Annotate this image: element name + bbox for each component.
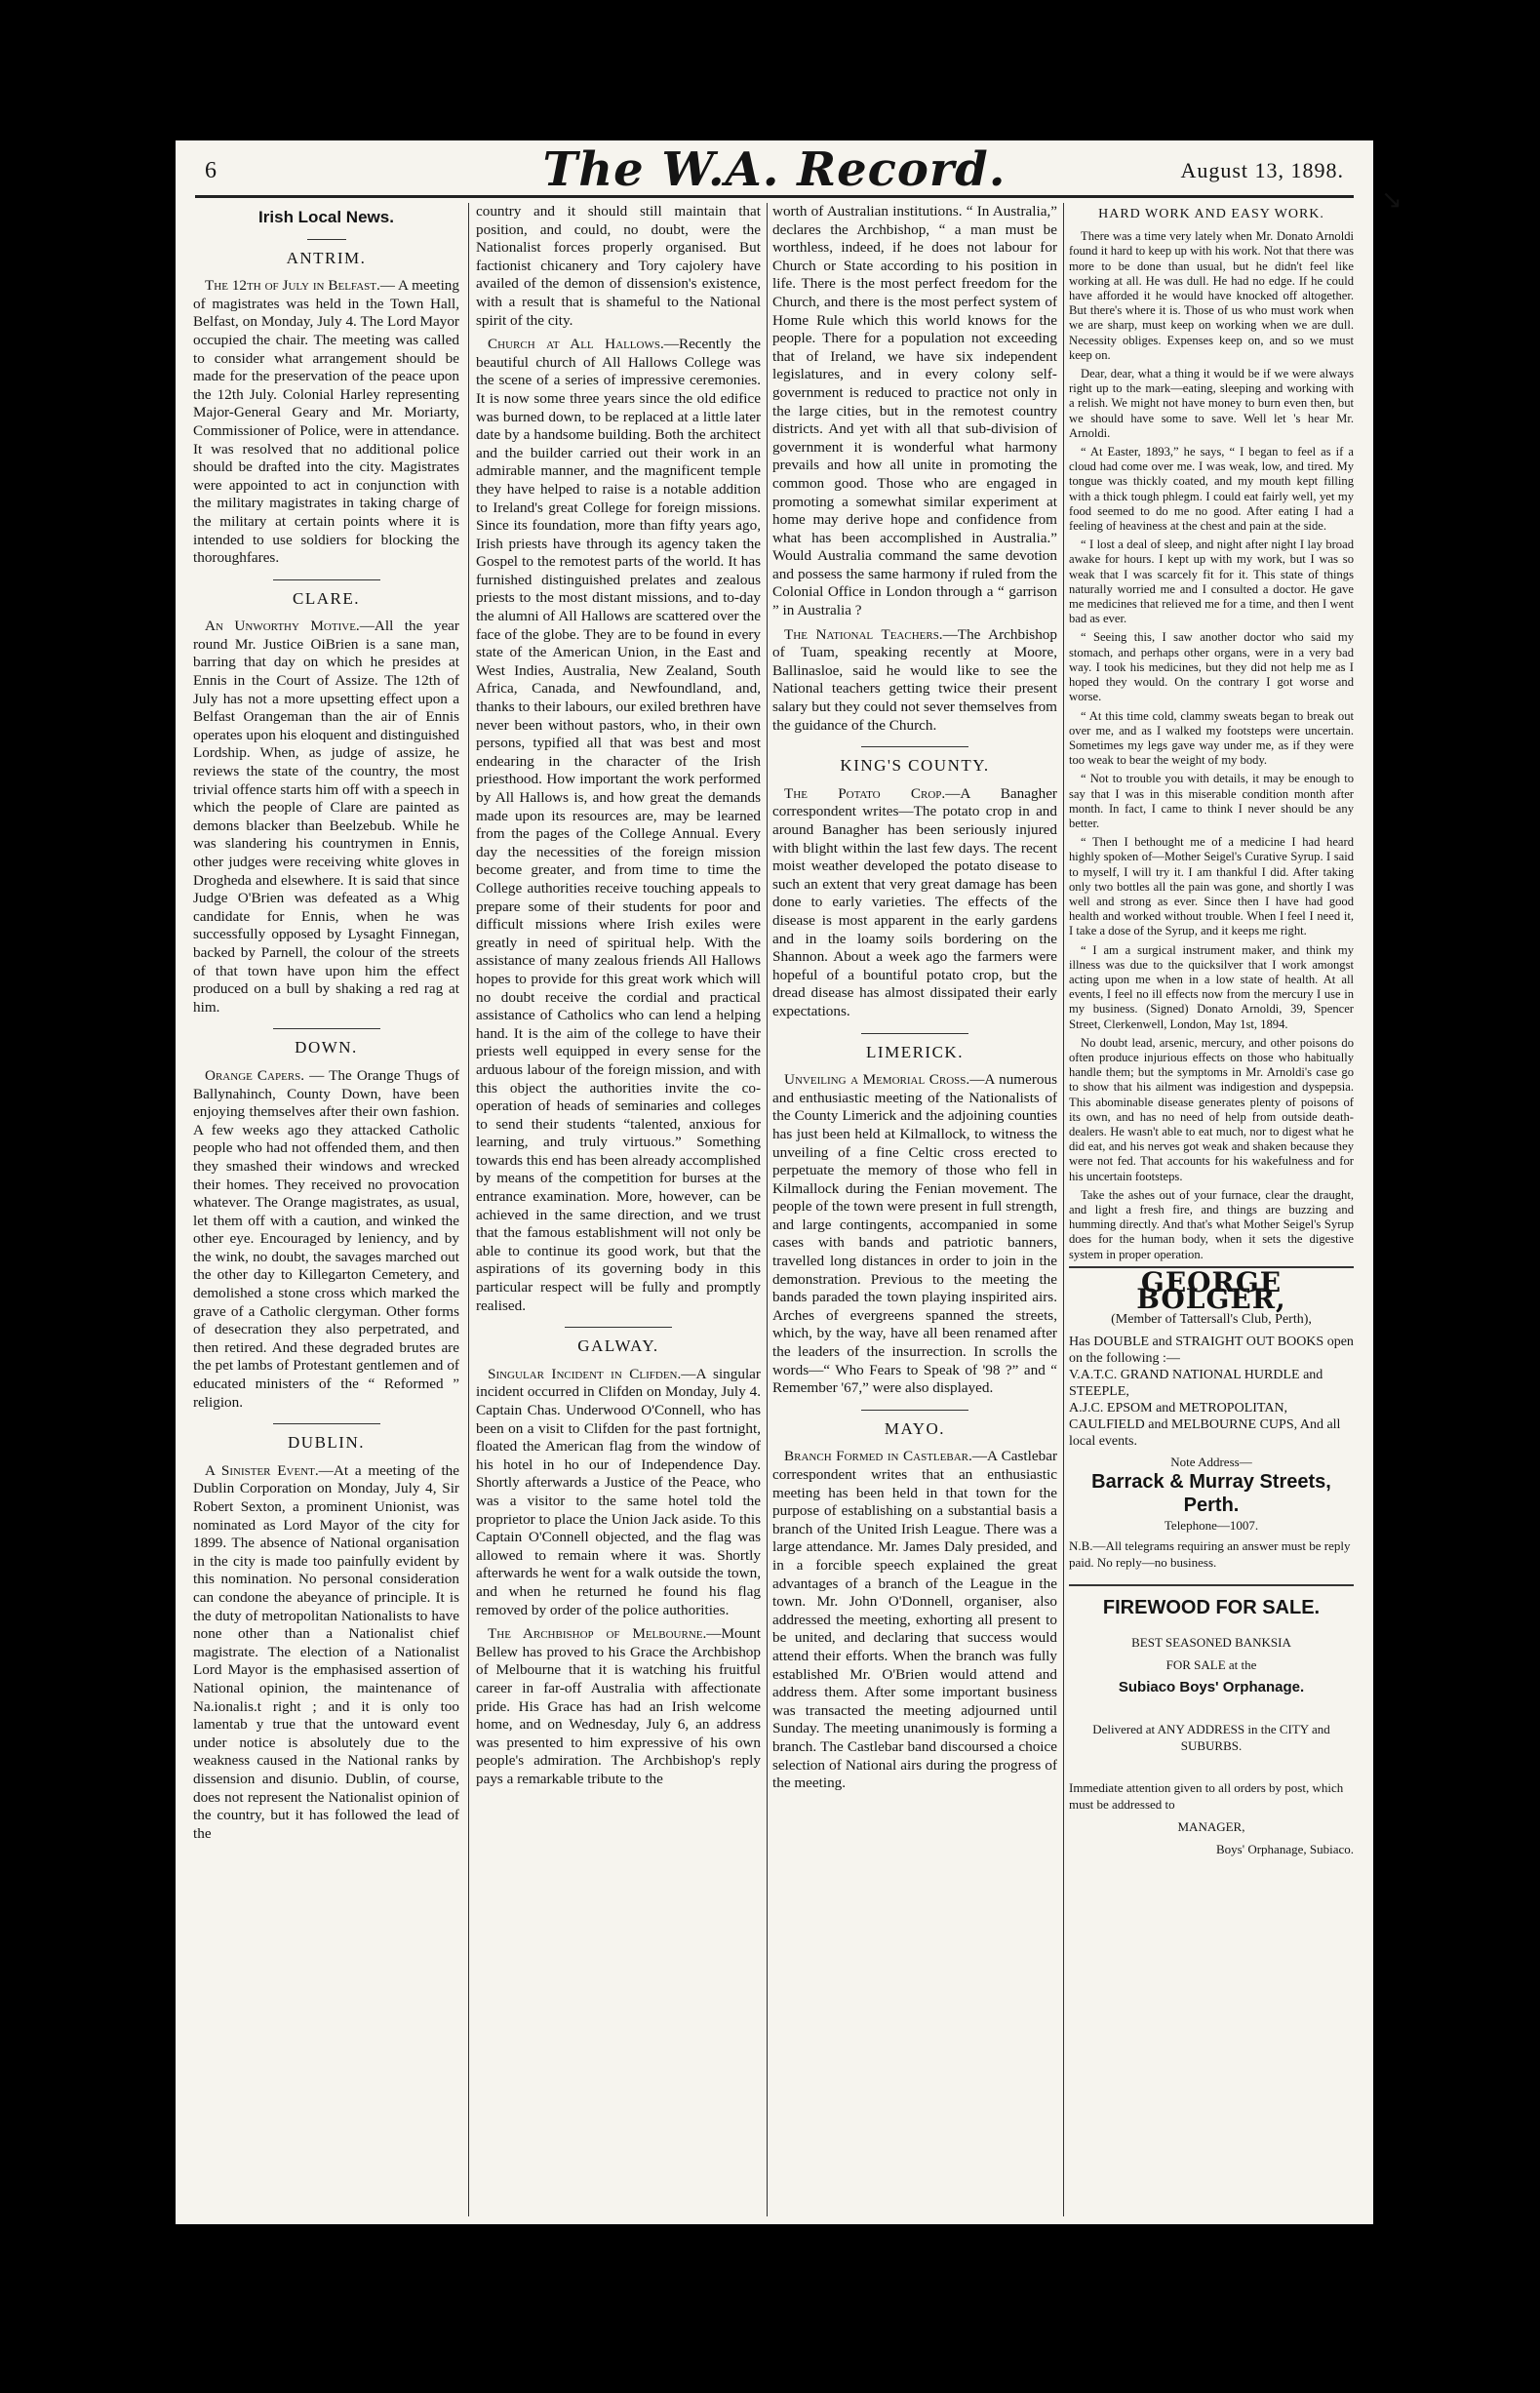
section-rule (565, 1327, 672, 1328)
article-mayo: Branch Formed in Castlebar.—A Castlebar correspondent writes that an enthusiastic meeting has been held in that town for the purpose of establishing on a substantial basis a branch of the United Irish League. There was a large attendance. Mr. James Daly presided, and in a forcible speech explained the great advantages of a branch of the League in the town. Mr. John O'Donnell, organiser, also addressed the meeting, exhorting all present to be united, and declaring that success would attend their efforts. When the branch was fully established Mr. O'Brien would attend and address them. After some important business was transacted the meeting adjourned until Sunday. The meeting unanimously is forming a branch. The Castlebar band discoursed a choice selection of National airs during the progress of the meeting. (772, 1448, 1057, 1792)
advert-paragraph: “ At Easter, 1893,” he says, “ I began to feel as if a cloud had come over me. I was weak, low, and tired. My tongue was thickly coated, and my mouth kept filling with a thick tough phlegm. I could eat fairly well, yet my food seemed to do me no good. After eating I had a feeling of heaviness at the chest and pain at the side. (1069, 445, 1354, 534)
advert-paragraph: “ I lost a deal of sleep, and night after night I lay broad awake for hours. I kept up with my work, but I was so weak that I was scarcely fit for it. This state of things naturally worried me and I consulted a doctor. He gave me medicines that relieved me for a time, and then I went bad as ever. (1069, 538, 1354, 626)
article-galway: Singular Incident in Clifden.—A singular incident occurred in Clifden on Monday, July 4. Captain Chas. Underwood O'Connell, who has been on a visit to Clifden for the past fortnight, floated the American flag from the window of his hotel in ho our of Independence Day. Shortly afterwards a Justice of the Peace, who was a visitor to the same hotel told the proprietor to place the Union Jack aside. To this Captain O'Connell objected, and the flag was allowed to remain where it was. Shortly afterwards he went for a walk outside the town, and when he returned he found his flag removed by order of the police authorities. (476, 1365, 761, 1618)
bolger-line2: V.A.T.C. GRAND NATIONAL HURDLE and STEEPLE, (1069, 1367, 1323, 1399)
firewood-manager-address: Boys' Orphanage, Subiaco. (1216, 1841, 1354, 1856)
article-dublin-continued: country and it should still maintain that position, and could, no doubt, were the Nationalist forces properly organised. But factionist chicanery and Tory cajolery have availed of the demon of dissension's existence, with a result that is shameful to the National spirit of the city. (476, 203, 761, 329)
advert-paragraph: “ I am a surgical instrument maker, and think my illness was due to the quicksilver that I work amongst acting upon me when in a low state of health. At all events, I feel no ill effects now from the mercury I use in my business. (Signed) Donato Arnoldi, 39, Spencer Street, Clerkenwell, London, May 1st, 1894. (1069, 942, 1354, 1031)
masthead-rule (195, 195, 1354, 198)
heading-dublin: DUBLIN. (288, 1433, 365, 1453)
article-dublin: A Sinister Event.—At a meeting of the Dublin Corporation on Monday, July 4, Sir Robert Sexton, a prominent Unionist, was nominated as Lord Mayor of the city for 1899. The absence of National organisation in the city is made too painfully evident by this nomination. No personal consideration can condone the abeyance of principle. It is the duty of metropolitan Nationalists to have none other than a Nationalist chief magistrate. The election of a Nationalist Lord Mayor is the emphasised assertion of National opinion, the maintenance of Na.ionalis.t right ; and it is only too lamentab y true that the untoward event under notice is absolutely due to the weakness caused in the National ranks by dissension and disunio. Dublin, of course, does not represent the Nationalist opinion of the country, but it has followed the lead of the (193, 1461, 459, 1842)
section-rule (273, 579, 380, 580)
article-all-hallows: Church at All Hallows.—Recently the beautiful church of All Hallows College was the scene of a series of impressive ceremonies. It is now some three years since the old edifice was burned down, to be replaced at a little later date by a handsome building. Both the architect and the builder carried out their work in an admirable manner, and the magnificent temple they have helped to raise is a notable addition to Ireland's great College for foreign missions. Since its foundation, more than fifty years ago, Irish priests have through its agency taken the Gospel to the remotest parts of the world. It has furnished distinguished prelates and zealous priests to the most distant missions, and to-day the alumni of All Hallows are scattered over the face of the globe. They are to be found in every state of the American Union, in the East and West Indies, Australia, New Zealand, South Africa, Canada, and Newfoundland, and, thanks to their labours, our exiled brethren have never been without pastors, who, in their own persons, typified all that was best and most endearing in the character of the Irish priesthood. How important the work performed by All Hallows is, and how great the demands made upon its resources are, may be learned from the pages of the College Annual. Every day the necessities of the foreign mission become greater, and from time to time the College authorities receive touching appeals to prepare some of their students for poor and difficult missions where Irish exiles were greatly in need of spiritual help. With the assistance of many zealous friends All Hallows hopes to provide for this great work which will no doubt receive the cordial and practical assistance of Catholics who can lend a helping hand. It is the aim of the college to have their priests well equipped in every sense for the arduous labour of the foreign mission, and with this object the authorities invite the co-operation of heads of seminaries and colleges to send their students “talented, anxious for learning, and truly virtuous.” Something towards this end has been already accomplished by means of the competition for burses at the entrance examination. More, however, can be achieved in the same direction, and we trust that the famous establishment will not only be able to continue its good work, but that the aspirations of its governing body in this particular respect will be fully and promptly realised. (476, 336, 761, 1314)
heading-kings-county: KING'S COUNTY. (840, 756, 990, 776)
section-rule (273, 1028, 380, 1029)
heading-clare: CLARE. (293, 588, 360, 608)
firewood-delivered: Delivered at ANY ADDRESS in the CITY and SUBURBS. (1092, 1721, 1330, 1753)
firewood-title: FIREWOOD FOR SALE. (1102, 1596, 1321, 1618)
firewood-line2: FOR SALE at the (1165, 1656, 1257, 1672)
firewood-advert (1069, 1596, 1354, 1857)
article-limerick: Unveiling a Memorial Cross.—A numerous and enthusiastic meeting of the Nationalists of the County Limerick and the adjoining counties has just been held at Kilmallock, to witness the unveiling of a fine Celtic cross erected to perpetuate the memory of those who fell in Kilmallock during the Fenian movement. The people of the town were present in full strength, and large contingents, accompanied in some cases with bands and patriotic banners, travelled long distances in order to join in the demonstration. Previous to the meeting the bands paraded the town playing inspirited airs. Arches of evergreens spanned the streets, which, by the way, have all been renamed after the leaders of the insurrection. In scrolls the words—“ Who Fears to Speak of '98 ?” and “ Remember '67,” were also displayed. (772, 1071, 1057, 1397)
advert-paragraph: “ Not to trouble you with details, it may be enough to say that I was in this miserable condition month after month. In fact, I came to think I never should be any better. (1069, 772, 1354, 830)
margin-mark-icon: ↘ (1381, 185, 1402, 214)
section-rule (273, 1423, 380, 1424)
advert-paragraph: “ At this time cold, clammy sweats began to break out over me, and as I walked my footsteps were uncertain. Sometimes my legs gave way under me, as if they were too weak to bear the weight of my body. (1069, 708, 1354, 768)
advert-paragraph: “ Then I bethought me of a medicine I had heard highly spoken of—Mother Seigel's Curative Syrup. I said to myself, I will try it. I am thankful I did. After taking only two bottles all the pain was gone, and shortly I was well and strong as ever. Since then I have had good health and worked without trouble. When I feel I need it, I take a dose of the Syrup, and it keeps me right. (1069, 835, 1354, 938)
bolger-telephone: Telephone—1007. (1164, 1517, 1259, 1533)
column-3 (772, 203, 1057, 2216)
article-down: Orange Capers. — The Orange Thugs of Ballynahinch, County Down, have been enjoying themselves after their own fashion. A few weeks ago they attacked Catholic people who had not offended them, and then they smashed their windows and wrecked their homes. They received no provocation whatever. The Orange magistrates, as usual, let them off with a caution, and winked the other eye. Encouraged by leniency, and by the wink, no doubt, the savages marched out the other day to Killegarton Cemetery, and demolished a stone cross which marked the grave of a Catholic clergyman. Other forms of desecration they also perpetrated, and then retired. And these degraded brutes are the pet lambs of Protestant gentlemen and of educated ministers of the “ Reformed ” religion. (193, 1066, 459, 1411)
column-divider (468, 203, 469, 2216)
firewood-line1: BEST SEASONED BANKSIA (1131, 1634, 1291, 1650)
bolger-line3: A.J.C. EPSOM and METROPOLITAN, CAULFIELD and MELBOURNE CUPS, And all local events. (1069, 1400, 1341, 1449)
advert-paragraph: Dear, dear, what a thing it would be if we were always right up to the mark—eating, sleeping and working with a relish. We might not have money to burn even then, but we should have some to save. Well let 's hear Mr. Arnoldi. (1069, 367, 1354, 440)
heading-limerick: LIMERICK. (866, 1042, 964, 1061)
advert-rule (1069, 1584, 1354, 1586)
heading-down: DOWN. (295, 1038, 358, 1057)
bolger-member: (Member of Tattersall's Club, Perth), (1111, 1311, 1312, 1327)
firewood-orphanage: Subiaco Boys' Orphanage. (1118, 1678, 1305, 1695)
article-melbourne: The Archbishop of Melbourne.—Mount Bellew has proved to his Grace the Archbishop of Melbourne that it is watching his fruitful career in far-off Australia with affectionate pride. His Grace has had an Irish welcome home, and on Wednesday, July 6, an address was presented to him expressive of his own people's admiration. The Archbishop's reply pays a remarkable tribute to the (476, 1625, 761, 1787)
page-number: 6 (205, 158, 217, 183)
article-clare: An Unworthy Motive.—All the year round Mr. Justice OiBrien is a sane man, barring that day on which he presides at Ennis in the Court of Assize. The 12th of July has not a more upsetting effect upon a Belfast Orangeman than the air of Ennis operates upon his eloquent and distinguished Lordship. When, as judge of assize, he reviews the state of the country, the most trivial offence starts him off with a speech in which the people of Clare are painted as demons blacker than Beelzebub. While he was slandering his countrymen in Ennis, other judges were receiving white gloves in Drogheda and elsewhere. It is said that since Judge O'Brien was defeated as a Whig candidate for Ennis, when he was successfully opposed by Lysaght Finnegan, backed by Parnell, the colour of the streets of that town have upon him the effect produced on a bull by shaking a red rag at him. (193, 618, 459, 1016)
article-antrim: The 12th of July in Belfast.— A meeting of magistrates was held in the Town Hall, Belfast, on Monday, July 4. The Lord Mayor occupied the chair. The meeting was called to consider what arrangement should be made for the preservation of the peace upon the 12th July. Colonial Harley representing Major-General Geary and Mr. Moriarty, Commissioner of Police, were in attendance. It was resolved that no additional police should be drafted into the city. Magistrates were appointed to act in conjunction with the military magistrates in taking charge of the military at certain points where it is intended to use soldiers for blocking the thoroughfares. (193, 277, 459, 567)
masthead (176, 140, 1373, 199)
section-rule (861, 1033, 968, 1034)
firewood-attention: Immediate attention given to all orders by post, which must be addressed to (1069, 1779, 1344, 1812)
ornament-rule (307, 239, 346, 240)
article-teachers: The National Teachers.—The Archbishop of Tuam, speaking recently at Moore, Ballinasloe, said he would like to see the National teachers getting twice their present salary but they could not sever themselves from the guidance of the Church. (772, 625, 1057, 734)
advert-paragraph: “ Seeing this, I saw another doctor who said my stomach, and perhaps other organs, were in a very bad way. I took his medicines, but they did not help me as I hoped they would. On the contrary I got worse and worse. (1069, 630, 1354, 704)
section-rule (861, 1410, 968, 1411)
section-rule (861, 746, 968, 747)
bolger-name: GEORGE BOLGER, (1136, 1265, 1286, 1315)
bolger-address: Barrack & Murray Streets, Perth. (1091, 1470, 1331, 1516)
issue-date: August 13, 1898. (1180, 158, 1344, 182)
bolger-nb: N.B.—All telegrams requiring an answer must be reply paid. No reply—no business. (1069, 1537, 1351, 1570)
firewood-manager: MANAGER, (1177, 1818, 1245, 1834)
heading-hard-work: HARD WORK AND EASY WORK. (1098, 207, 1324, 221)
column-divider (1063, 203, 1064, 2216)
bolger-line1: Has DOUBLE and STRAIGHT OUT BOOKS open on the following :— (1069, 1334, 1354, 1366)
column-4 (1069, 203, 1354, 2216)
article-melbourne-continued: worth of Australian institutions. “ In Australia,” declares the Archbishop, “ a man must be worthless, indeed, if he does not labour for Church or State according to his position in life. There is the most perfect freedom for the Church, and there is the most perfect system of Home Rule which this world knows for the people. There for a population not exceeding that of Ireland, we have six independent legislatures, and in every colony self-government is reduced to practice not only in the large cities, but in the remotest country districts. And yet with all that sub-division of government it is wonderful what harmony prevails and how all unite in promoting the common good. Those who are engaged in promoting a somewhat similar experiment at home may derive hope and confidence from what has been accomplished in Australia.” Would Australia command the same devotion and possess the same harmony if ruled from the Colonial Office in London through a “ garrison ” in Australia ? (772, 203, 1057, 619)
newspaper-title: The W.A. Record. (542, 142, 1007, 197)
bolger-note-label: Note Address— (1170, 1454, 1252, 1469)
section-headline: Irish Local News. (258, 208, 394, 226)
heading-antrim: ANTRIM. (286, 248, 367, 267)
column-2 (476, 203, 761, 2216)
heading-mayo: MAYO. (884, 1418, 946, 1438)
bolger-advert (1069, 1265, 1354, 1571)
advert-paragraph: Take the ashes out of your furnace, clear the draught, and light a fresh fire, and things are buzzing and humming directly. And that's what Mother Seigel's Syrup does for the human body, when it sets the digestive system in proper operation. (1069, 1187, 1354, 1261)
article-kings-county: The Potato Crop.—A Banagher correspondent writes—The potato crop in and around Banagher has been seriously injured with blight within the last few days. The recent moist weather developed the potato disease to such an extent that very great damage has been done to early varieties. The effects of the disease is most apparent in the early gardens and in the loamy soils bordering on the Shannon. About a week ago the farmers were hopeful of a bountiful potato crop, but the dread disease has almost dissipated their early expectations. (772, 784, 1057, 1019)
heading-galway: GALWAY. (577, 1336, 659, 1356)
newspaper-page (176, 140, 1373, 2224)
advert-paragraph: There was a time very lately when Mr. Donato Arnoldi found it hard to keep up with his work. Not that there was more to be done than usual, but he didn't feel like working at all. He was dull. He had no edge. If he could have afforded it he would have knocked off altogether. But there's where it is. Those of us who must work when we are sharp, must keep on working when we are dull. Necessity obliges. Expenses keep on, and so we must keep on. (1069, 229, 1354, 362)
column-divider (767, 203, 768, 2216)
column-1 (193, 203, 459, 2216)
advert-paragraph: No doubt lead, arsenic, mercury, and other poisons do often produce injurious effects on those who habitually handle them; but the symptoms in Mr. Arnoldi's case go to show that his ailment was indigestion and dyspepsia. This abominable disease generates plenty of poisons of its own, and has no need of help from outside death-dealers. He wasn't able to eat much, nor to digest what he did eat, and his nerves got weak and shaken because they were not fed. That accounts for his wakefulness and for his uncertain footsteps. (1069, 1035, 1354, 1183)
